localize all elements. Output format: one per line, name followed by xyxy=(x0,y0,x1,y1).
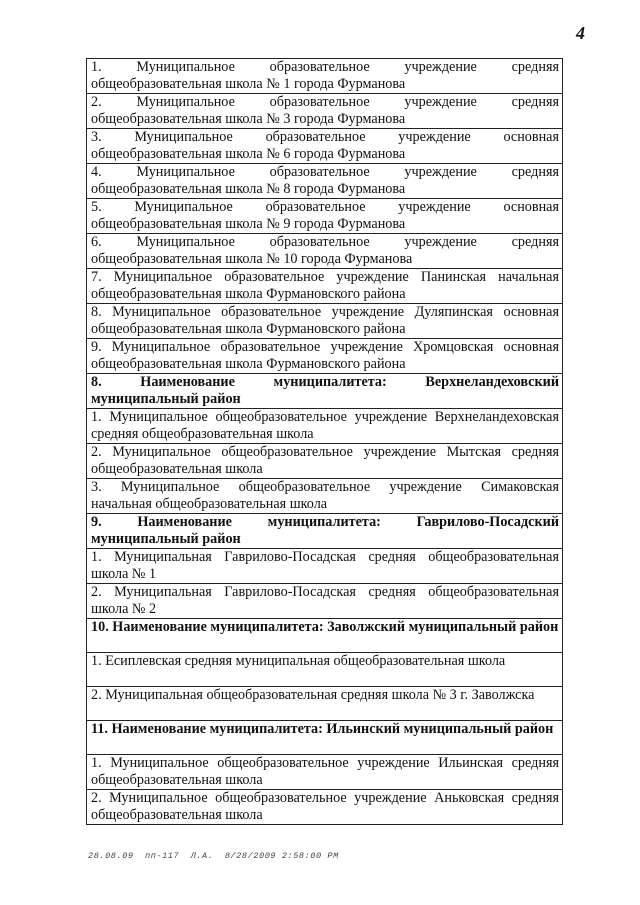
school-cell: 1. Есиплевская средняя муниципальная общеобразовательная школа xyxy=(87,653,563,687)
school-cell: 2. Муниципальное образовательное учреждение средняя общеобразовательная школа № 3 города Фурманова xyxy=(87,94,563,129)
school-cell: 9. Муниципальное образовательное учреждение Хромцовская основная общеобразовательная школа Фурмановского района xyxy=(87,339,563,374)
school-row xyxy=(87,409,563,444)
school-row xyxy=(87,94,563,129)
school-row xyxy=(87,269,563,304)
municipality-heading-cell: 8. Наименование муниципалитета: Верхнеландеховский муниципальный район xyxy=(87,374,563,409)
school-cell: 4. Муниципальное образовательное учреждение средняя общеобразовательная школа № 8 города Фурманова xyxy=(87,164,563,199)
municipality-heading-cell: 11. Наименование муниципалитета: Ильинский муниципальный район xyxy=(87,721,563,755)
municipality-heading-row xyxy=(87,619,563,653)
municipality-heading-row xyxy=(87,721,563,755)
school-cell: 2. Муниципальная Гаврилово-Посадская средняя общеобразовательная школа № 2 xyxy=(87,584,563,619)
municipality-heading-cell: 10. Наименование муниципалитета: Заволжский муниципальный район xyxy=(87,619,563,653)
municipality-heading-row xyxy=(87,374,563,409)
document-footer: 28.08.09 пп-117 Л.А. 8/28/2009 2:58:00 PM xyxy=(88,851,339,861)
school-row xyxy=(87,234,563,269)
school-row xyxy=(87,584,563,619)
school-row xyxy=(87,59,563,94)
school-row xyxy=(87,755,563,790)
school-row xyxy=(87,653,563,687)
school-cell: 2. Муниципальное общеобразовательное учреждение Мытская средняя общеобразовательная школа xyxy=(87,444,563,479)
table-body xyxy=(87,59,563,825)
school-cell: 5. Муниципальное образовательное учреждение основная общеобразовательная школа № 9 города Фурманова xyxy=(87,199,563,234)
school-cell: 1. Муниципальное общеобразовательное учреждение Верхнеландеховская средняя общеобразовательная школа xyxy=(87,409,563,444)
school-cell: 1. Муниципальная Гаврилово-Посадская средняя общеобразовательная школа № 1 xyxy=(87,549,563,584)
school-row xyxy=(87,687,563,721)
school-row xyxy=(87,304,563,339)
school-row xyxy=(87,339,563,374)
school-row xyxy=(87,790,563,825)
school-cell: 1. Муниципальное общеобразовательное учреждение Ильинская средняя общеобразовательная школа xyxy=(87,755,563,790)
school-row xyxy=(87,164,563,199)
school-row xyxy=(87,444,563,479)
municipality-heading-cell: 9. Наименование муниципалитета: Гаврилово-Посадский муниципальный район xyxy=(87,514,563,549)
school-cell: 6. Муниципальное образовательное учреждение средняя общеобразовательная школа № 10 города Фурманова xyxy=(87,234,563,269)
school-cell: 2. Муниципальная общеобразовательная средняя школа № 3 г. Заволжска xyxy=(87,687,563,721)
school-cell: 1. Муниципальное образовательное учреждение средняя общеобразовательная школа № 1 города Фурманова xyxy=(87,59,563,94)
school-row xyxy=(87,479,563,514)
school-row xyxy=(87,549,563,584)
schools-table xyxy=(86,58,563,825)
school-cell: 3. Муниципальное образовательное учреждение основная общеобразовательная школа № 6 города Фурманова xyxy=(87,129,563,164)
school-cell: 2. Муниципальное общеобразовательное учреждение Аньковская средняя общеобразовательная школа xyxy=(87,790,563,825)
school-cell: 8. Муниципальное образовательное учреждение Дуляпинская основная общеобразовательная школа Фурмановского района xyxy=(87,304,563,339)
school-row xyxy=(87,199,563,234)
school-cell: 7. Муниципальное образовательное учреждение Панинская начальная общеобразовательная школа Фурмановского района xyxy=(87,269,563,304)
page-number: 4 xyxy=(576,23,585,43)
school-cell: 3. Муниципальное общеобразовательное учреждение Симаковская начальная общеобразовательная школа xyxy=(87,479,563,514)
municipality-heading-row xyxy=(87,514,563,549)
school-row xyxy=(87,129,563,164)
